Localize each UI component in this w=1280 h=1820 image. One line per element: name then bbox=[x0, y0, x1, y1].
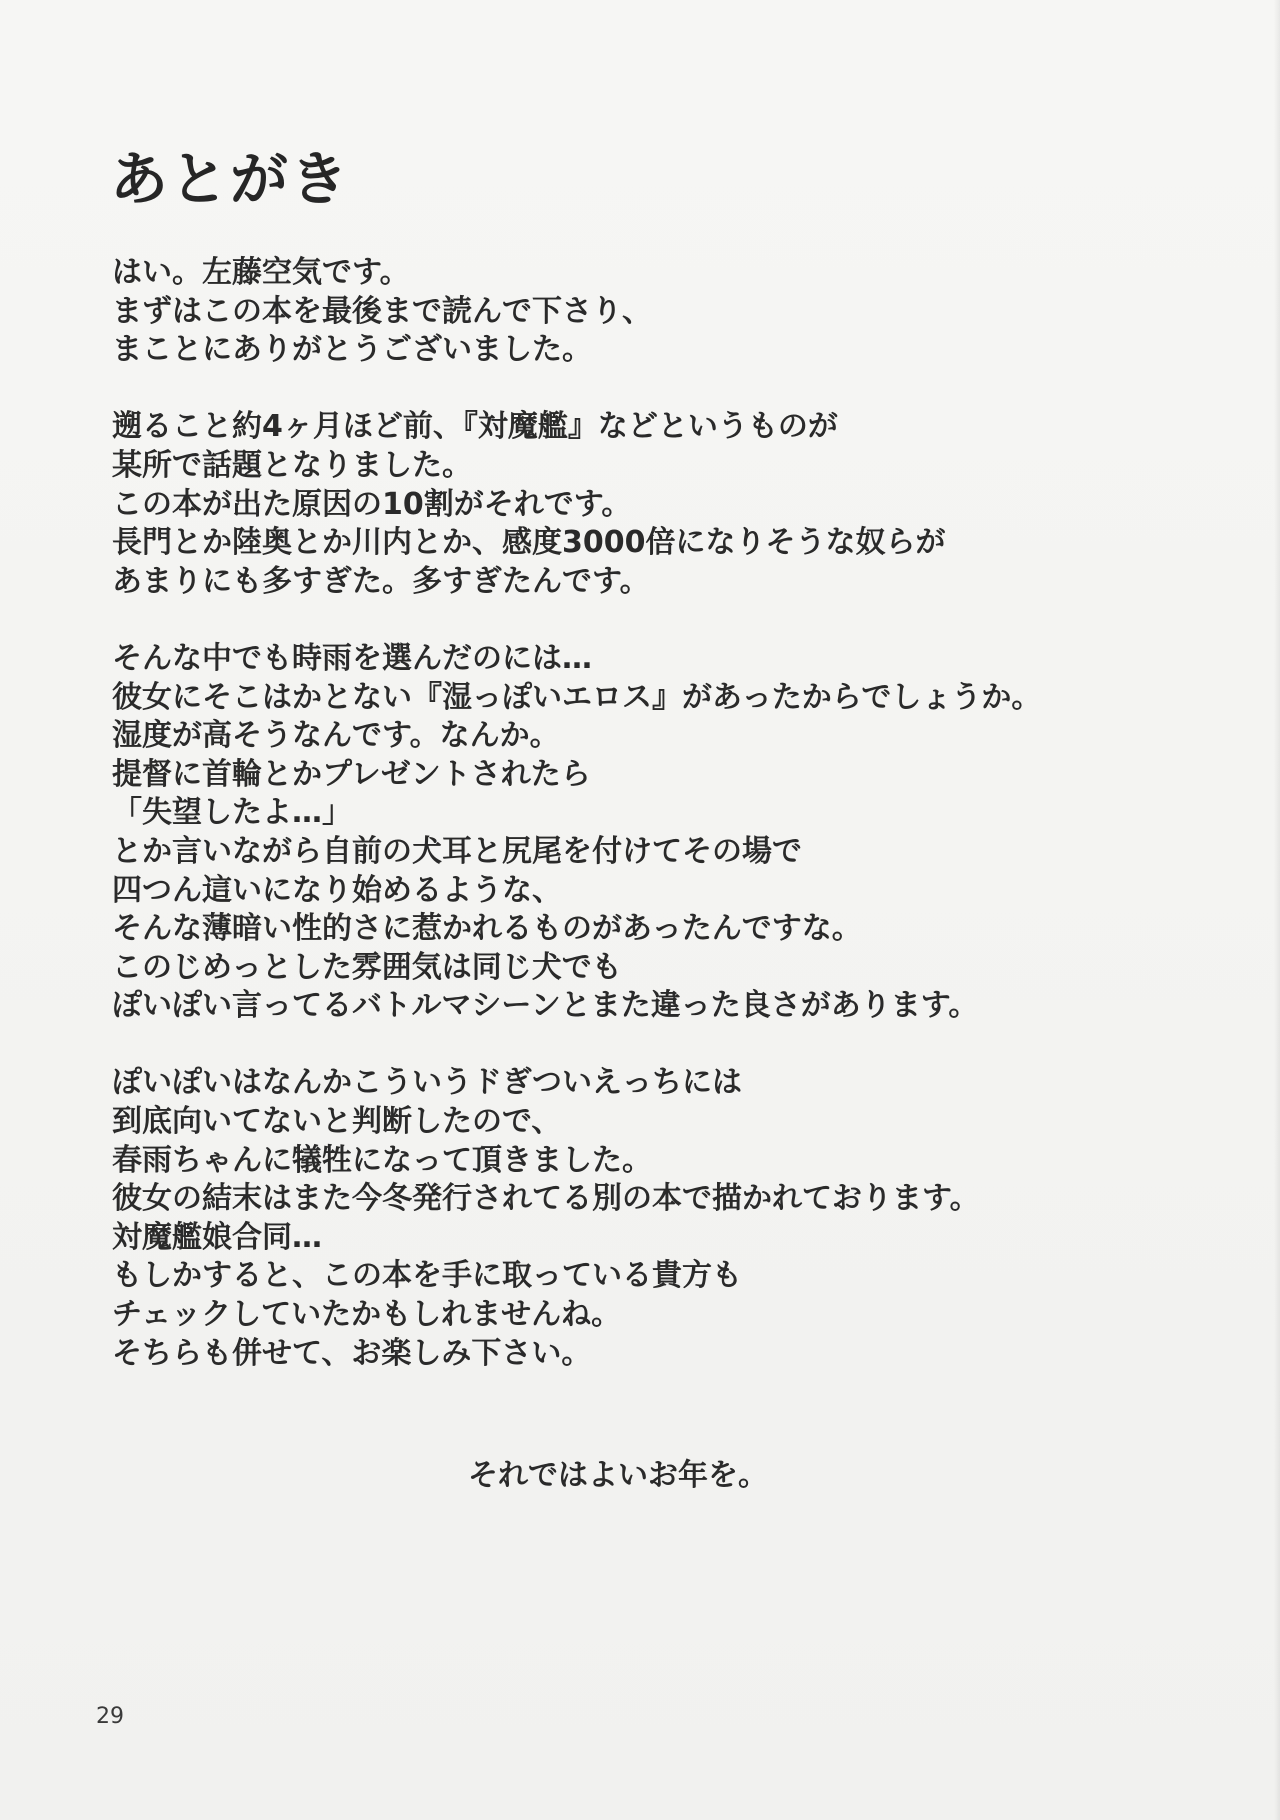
text-line: あまりにも多すぎた。多すぎたんです。 bbox=[112, 563, 650, 599]
text-line: 「失望したよ…」 bbox=[112, 795, 352, 831]
text-line: そんな薄暗い性的さに惹かれるものがあったんですな。 bbox=[112, 911, 862, 947]
text-line: 某所で話題となりました。 bbox=[112, 447, 472, 483]
text-line: ぽいぽいはなんかこういうドぎついえっちには bbox=[112, 1065, 742, 1101]
text-line: 対魔艦娘合同… bbox=[112, 1219, 322, 1255]
text-line: まことにありがとうございました。 bbox=[112, 332, 592, 368]
text-line: そちらも併せて、お楽しみ下さい。 bbox=[112, 1335, 592, 1371]
paragraph-3 bbox=[112, 640, 1172, 1026]
text-line: 彼女の結末はまた今冬発行されてる別の本で描かれております。 bbox=[112, 1181, 980, 1217]
text-line: 湿度が高そうなんです。なんか。 bbox=[112, 718, 560, 754]
text-line: この本が出た原因の10割がそれです。 bbox=[112, 486, 632, 522]
text-line: 四つん這いになり始めるような、 bbox=[112, 872, 562, 908]
text-line: このじめっとした雰囲気は同じ犬でも bbox=[112, 949, 622, 985]
text-line: はい。左藤空気です。 bbox=[112, 255, 410, 290]
paragraph-4 bbox=[112, 1064, 1172, 1373]
page-edge-shadow bbox=[1274, 0, 1280, 1820]
closing-line: それではよいお年を。 bbox=[468, 1458, 768, 1493]
text-line: 長門とか陸奥とか川内とか、感度3000倍になりそうな奴らが bbox=[112, 525, 946, 561]
afterword-body bbox=[112, 254, 1172, 1412]
paragraph-1 bbox=[112, 254, 1172, 370]
text-line: まずはこの本を最後まで読んで下さり、 bbox=[112, 293, 652, 329]
text-line: 春雨ちゃんに犠牲になって頂きました。 bbox=[112, 1142, 652, 1178]
text-line: 遡ること約4ヶ月ほど前、『対魔艦』などというものが bbox=[112, 409, 838, 445]
text-line: そんな中でも時雨を選んだのには… bbox=[112, 640, 592, 676]
text-line: 彼女にそこはかとない『湿っぽいエロス』があったからでしょうか。 bbox=[112, 679, 1042, 715]
paragraph-2 bbox=[112, 408, 1172, 601]
text-line: ぽいぽい言ってるバトルマシーンとまた違った良さがあります。 bbox=[112, 988, 979, 1024]
text-line: 提督に首輪とかプレゼントされたら bbox=[112, 756, 591, 792]
page-number: 29 bbox=[96, 1704, 124, 1729]
page-title: あとがき bbox=[110, 145, 351, 213]
text-line: とか言いながら自前の犬耳と尻尾を付けてその場で bbox=[112, 833, 802, 869]
text-line: 到底向いてないと判断したので、 bbox=[112, 1104, 562, 1140]
text-line: チェックしていたかもしれませんね。 bbox=[112, 1297, 622, 1333]
text-line: もしかすると、この本を手に取っている貴方も bbox=[112, 1258, 742, 1294]
